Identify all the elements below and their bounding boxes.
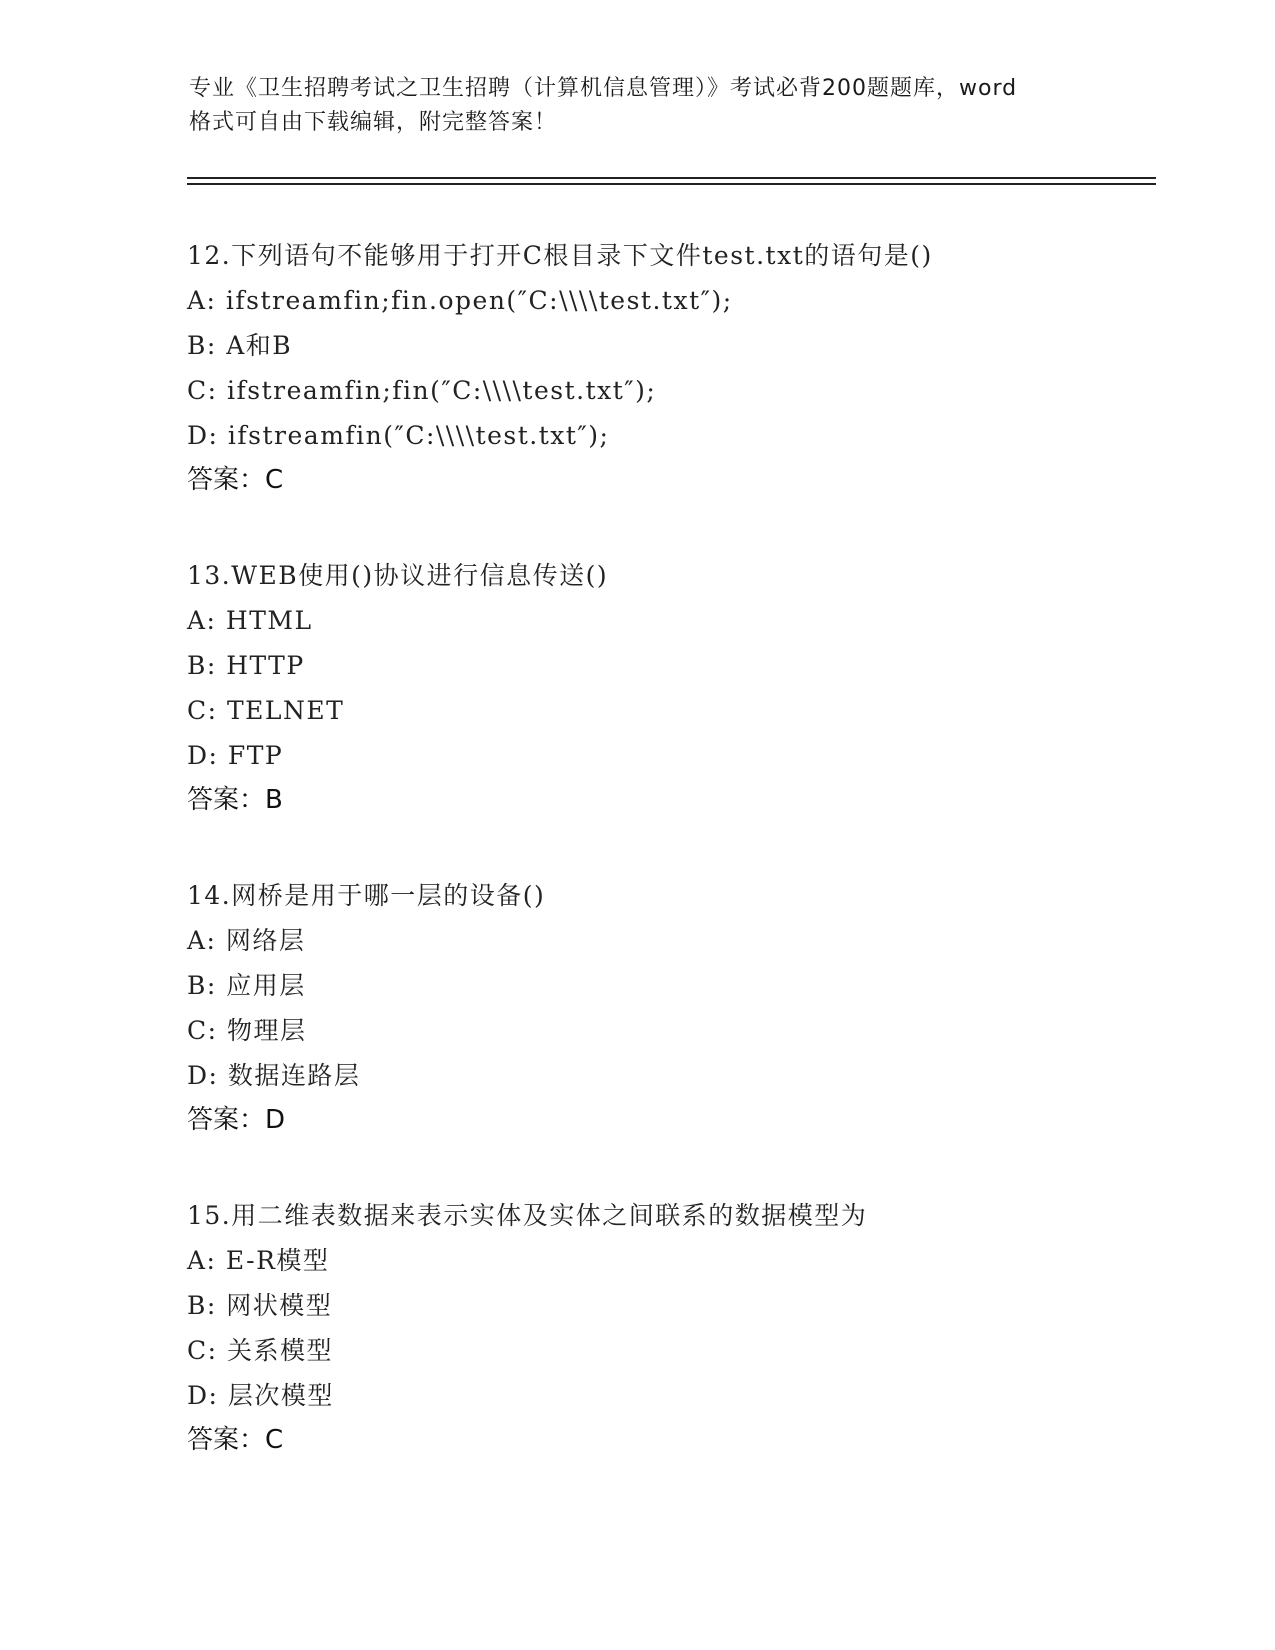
header-line-2: 格式可自由下载编辑，附完整答案！ (189, 110, 558, 135)
option-d: D: FTP (187, 741, 284, 770)
option-a: A: HTML (187, 606, 313, 635)
option-b: B: 网状模型 (187, 1291, 333, 1320)
option-c: C: ifstreamfin;fin(″C:\\\\test.txt″); (187, 376, 657, 405)
answer-line: 答案：B (187, 785, 283, 815)
answer-line: 答案：C (187, 465, 284, 495)
answer-line: 答案：C (187, 1425, 284, 1455)
option-c: C: 物理层 (187, 1016, 307, 1045)
question-13 (187, 553, 1167, 823)
answer-line: 答案：D (187, 1105, 286, 1135)
option-b: B: HTTP (187, 651, 305, 680)
option-a: A: E-R模型 (187, 1246, 330, 1275)
option-d: D: ifstreamfin(″C:\\\\test.txt″); (187, 421, 610, 450)
option-d: D: 数据连路层 (187, 1061, 361, 1090)
question-12 (187, 233, 1167, 503)
question-15 (187, 1193, 1167, 1463)
question-stem: 12.下列语句不能够用于打开C根目录下文件test.txt的语句是() (187, 241, 933, 270)
option-a: A: ifstreamfin;fin.open(″C:\\\\test.txt″); (187, 286, 733, 315)
question-14 (187, 873, 1167, 1143)
option-c: C: TELNET (187, 696, 345, 725)
question-stem: 13.WEB使用()协议进行信息传送() (187, 561, 609, 590)
option-c: C: 关系模型 (187, 1336, 333, 1365)
option-d: D: 层次模型 (187, 1381, 334, 1410)
header-divider-bottom (187, 183, 1156, 185)
question-stem: 15.用二维表数据来表示实体及实体之间联系的数据模型为 (187, 1201, 868, 1230)
option-b: B: 应用层 (187, 971, 306, 1000)
header-divider-top (187, 177, 1156, 179)
option-b: B: A和B (187, 331, 293, 360)
option-a: A: 网络层 (187, 926, 306, 955)
document-header (189, 72, 1089, 140)
question-stem: 14.网桥是用于哪一层的设备() (187, 881, 546, 910)
header-line-1: 专业《卫生招聘考试之卫生招聘（计算机信息管理）》考试必背200题题库，word (189, 76, 1018, 101)
